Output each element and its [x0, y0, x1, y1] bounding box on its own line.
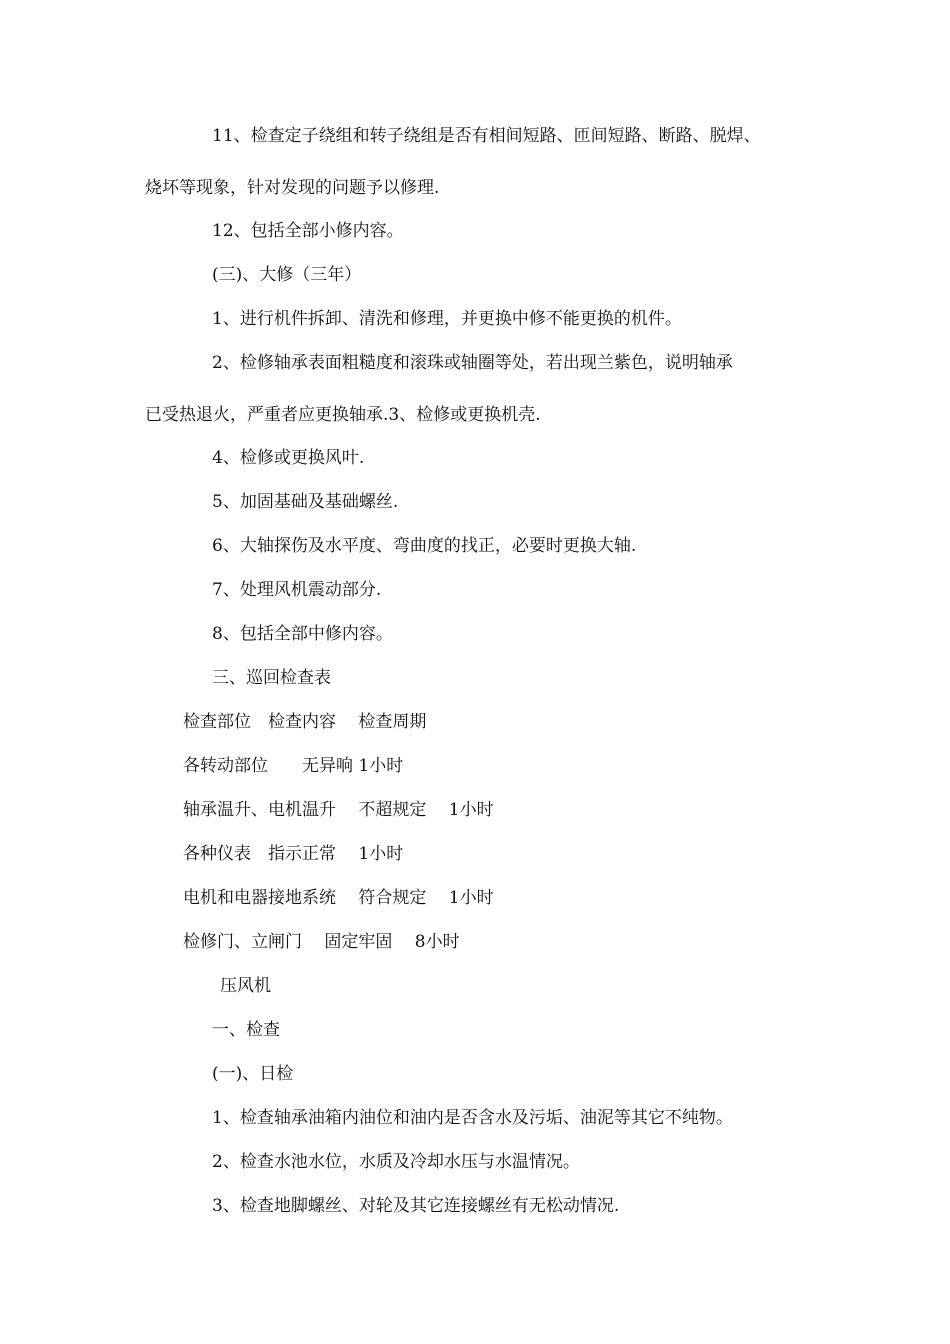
text-line: 3、检查地脚螺丝、对轮及其它连接螺丝有无松动情况.: [212, 1196, 620, 1216]
text-line: 7、处理风机震动部分.: [212, 580, 382, 600]
text-line: 轴承温升、电机温升 不超规定 1小时: [183, 800, 494, 820]
text-line: 检修门、立闸门 固定牢固 8小时: [183, 932, 460, 952]
text-line: 4、检修或更换风叶.: [212, 448, 365, 468]
text-line: (一)、日检: [212, 1064, 294, 1084]
text-line: 2、检修轴承表面粗糙度和滚珠或轴圈等处，若出现兰紫色，说明轴承: [212, 353, 733, 373]
text-line: 各转动部位 无异响 1小时: [183, 756, 404, 776]
text-line: (三)、大修（三年）: [212, 265, 362, 285]
text-line: 8、包括全部中修内容。: [212, 624, 393, 644]
text-line: 5、加固基础及基础螺丝.: [212, 492, 399, 512]
text-line: 6、大轴探伤及水平度、弯曲度的找正，必要时更换大轴.: [212, 536, 637, 556]
text-line: 一、检查: [212, 1020, 280, 1040]
text-line: 1、进行机件拆卸、清洗和修理，并更换中修不能更换的机件。: [212, 309, 682, 329]
text-line: 已受热退火，严重者应更换轴承.3、检修或更换机壳.: [145, 405, 541, 425]
text-line: 12、包括全部小修内容。: [212, 221, 404, 241]
text-line: 烧坏等现象，针对发现的问题予以修理.: [145, 178, 440, 198]
text-line: 2、检查水池水位，水质及冷却水压与水温情况。: [212, 1152, 580, 1172]
text-line: 1、检查轴承油箱内油位和油内是否含水及污垢、油泥等其它不纯物。: [212, 1108, 733, 1128]
text-line: 压风机: [220, 976, 271, 996]
text-line: 11、检查定子绕组和转子绕组是否有相间短路、匝间短路、断路、脱焊、: [212, 126, 761, 146]
text-line: 电机和电器接地系统 符合规定 1小时: [183, 888, 494, 908]
text-line: 三、巡回检查表: [212, 668, 331, 688]
text-line: 各种仪表 指示正常 1小时: [183, 844, 404, 864]
text-line: 检查部位 检查内容 检查周期: [183, 712, 427, 732]
